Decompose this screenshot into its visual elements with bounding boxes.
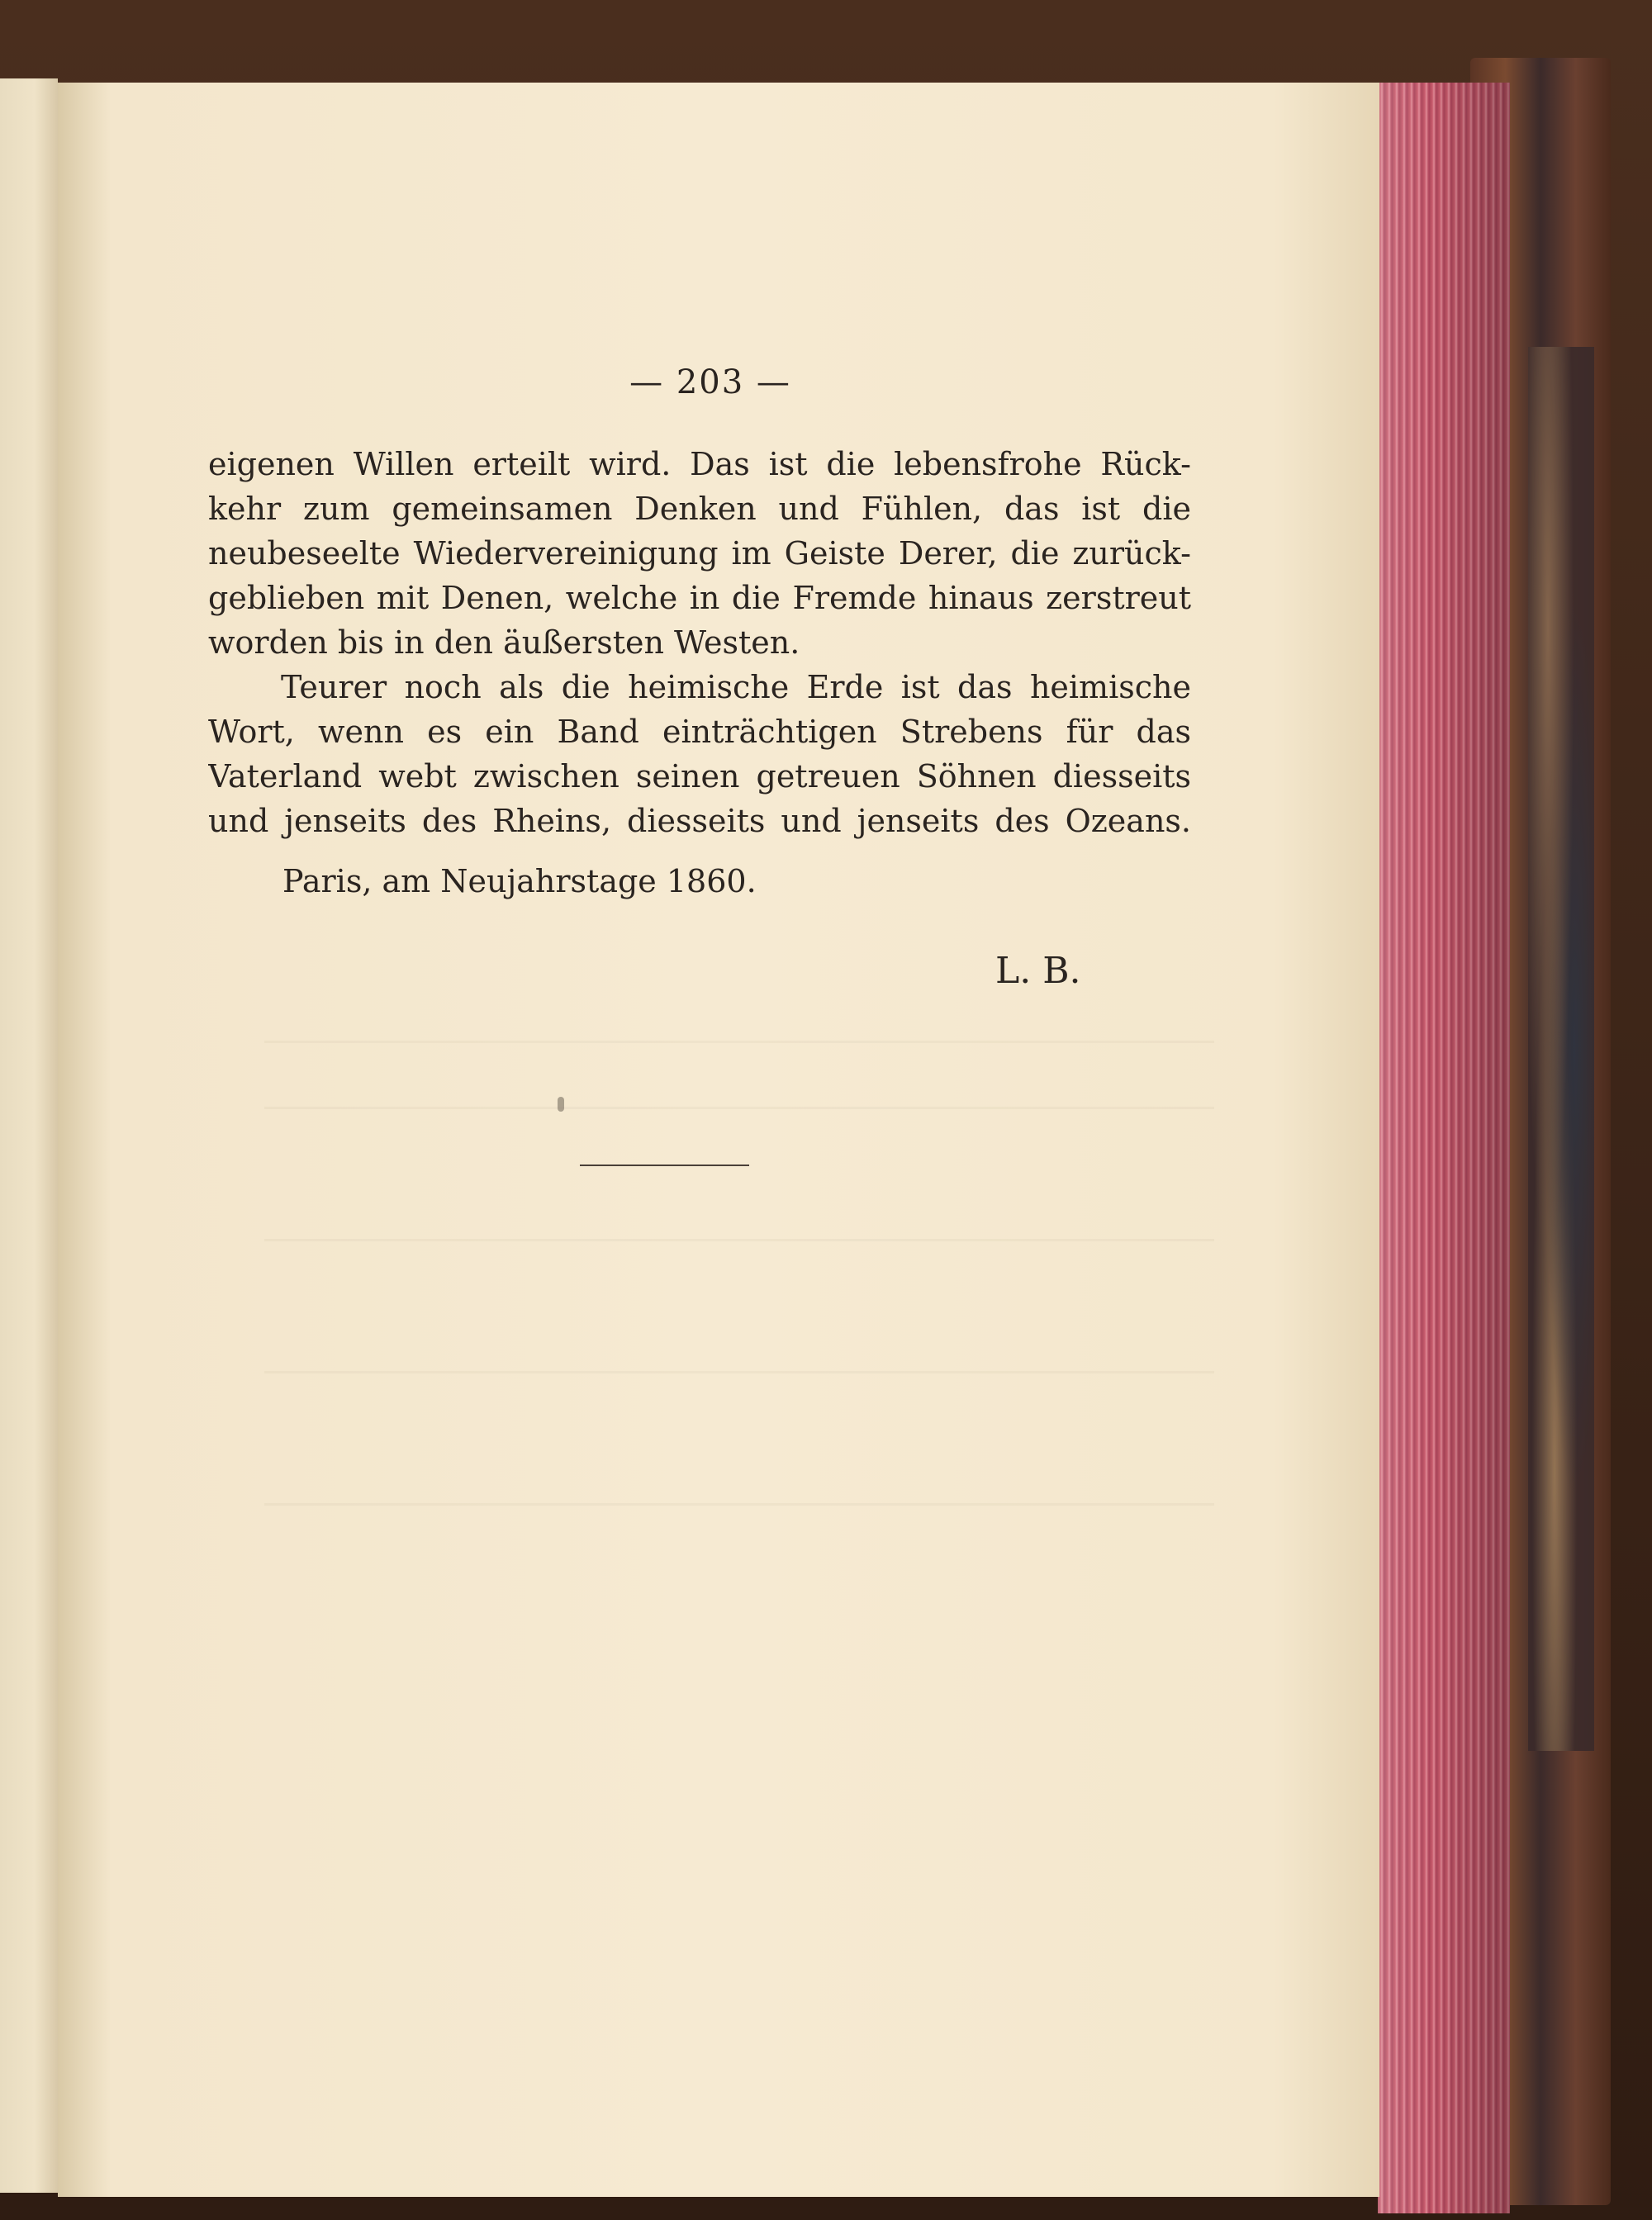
place-and-date: Paris, am Neujahrstage 1860. — [282, 863, 757, 899]
text-line: Teurer noch als die heimische Erde ist das heimische — [281, 669, 1191, 705]
text-line: und jenseits des Rheins, diesseits und jenseits des Ozeans. — [208, 803, 1191, 839]
text-line: geblieben mit Denen, welche in die Fremde hinaus zerstreut — [208, 580, 1191, 616]
marbled-cover-pattern — [1528, 347, 1594, 1751]
book-page — [58, 83, 1379, 2197]
facing-page-edge — [0, 78, 58, 2193]
text-line: Wort, wenn es ein Band einträchtigen Strebens für das — [208, 714, 1191, 750]
text-line: neubeseelte Wiedervereinigung im Geiste Derer, die zurück- — [208, 535, 1191, 572]
text-line: eigenen Willen erteilt wird. Das ist die lebensfrohe Rück- — [208, 446, 1191, 482]
text-line: Vaterland webt zwischen seinen getreuen Söhnen diesseits — [208, 758, 1191, 795]
text-line: kehr zum gemeinsamen Denken und Fühlen, das ist die — [208, 491, 1191, 527]
page-stack-shade — [1378, 83, 1510, 2213]
text-line: worden bis in den äußersten Westen. — [208, 624, 800, 661]
ink-speck — [558, 1097, 564, 1112]
author-initials: L. B. — [995, 950, 1081, 992]
page-number: — 203 — — [629, 363, 791, 401]
body-text — [208, 442, 1191, 843]
section-end-rule — [580, 1165, 749, 1166]
